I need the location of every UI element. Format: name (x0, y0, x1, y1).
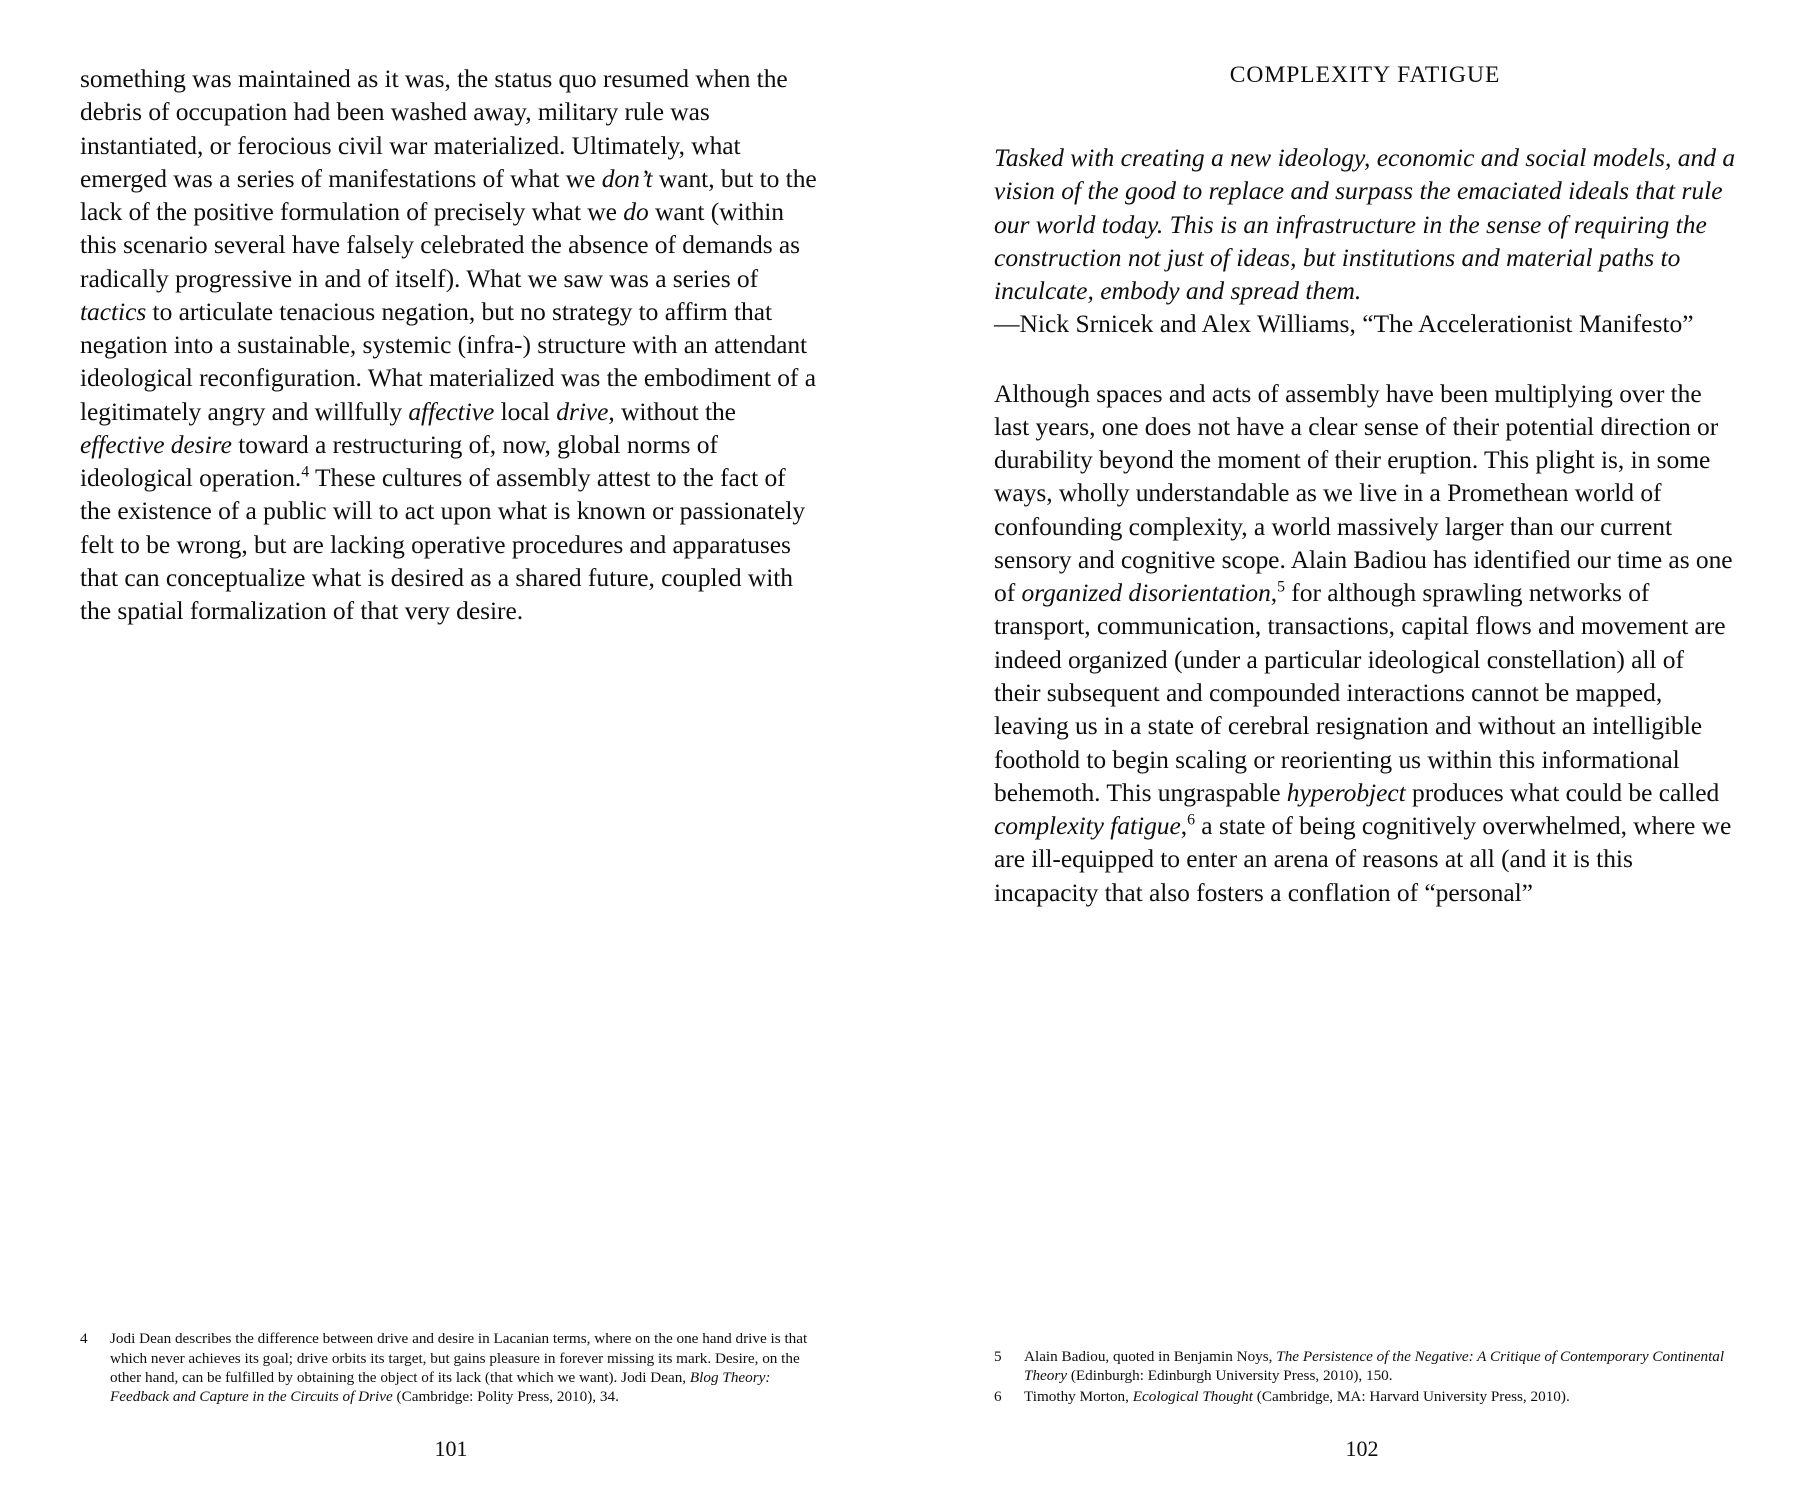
page-right (908, 0, 1816, 1500)
page-number-right: 102 (1345, 1436, 1379, 1461)
footnote (994, 1387, 1736, 1406)
epigraph-text: Tasked with creating a new ideology, economic and social models, and a vision of the good to replace and surpass the emaciated ideals that rule our world today. This is an infrastructure in the sense of requiring the construction not just of ideas, but institutions and material paths to inculcate, embody and spread them. (994, 143, 1736, 306)
epigraph-attribution: —Nick Srnicek and Alex Williams, “The Accelerationist Manifesto” (994, 309, 1694, 339)
footnote-text: Timothy Morton, Ecological Thought (Cambridge, MA: Harvard University Press, 2010). (1024, 1387, 1570, 1405)
footnote-number: 5 (994, 1347, 1002, 1365)
footnotes-right (994, 1347, 1736, 1408)
body-paragraph: Although spaces and acts of assembly have been multiplying over the last years, one does not have a clear sense of their potential direction or durability beyond the moment of their eruption. This plight is, in some ways, wholly understandable as we live in a Promethean world of confounding complexity, a world massively larger than our current sensory and cognitive scope. Alain Badiou has identified our time as one of organized disorientation,$^5$ for although sprawling networks of transport, communication, transactions, capital flows and movement are indeed organized (under a particular ideological constellation) all of their subsequent and compounded interactions cannot be mapped, leaving us in a state of cerebral resignation and without an intelligible foothold to begin scaling or reorienting us within this informational behemoth. This ungraspable hyperobject produces what could be called complexity fatigue,$^6$ a state of being cognitively overwhelmed, where we are ill-equipped to enter an arena of reasons at all (and it is this incapacity that also fosters a conflation of “personal” (994, 378, 1733, 907)
footnote-text: Jodi Dean describes the difference between drive and desire in Lacanian terms, where on the one hand drive is that which never achieves its goal; drive orbits its target, but gains pleasure in forever missing its mark. Desire, on the other hand, can be fulfilled by obtaining the object of its lack (that which we want). Jodi Dean, Blog Theory: Feedback and Capture in the Circuits of Drive (Cambridge: Polity Press, 2010), 34. (110, 1330, 808, 1405)
body-paragraph: something was maintained as it was, the status quo resumed when the debris of occupation had been washed away, military rule was instantiated, or ferocious civil war materialized. Ultimately, what emerged was a series of manifestations of what we don’t want, but to the lack of the positive formulation of precisely what we do want (within this scenario several have falsely celebrated the absence of demands as radically progressive in and of itself). What we saw was a series of tactics to articulate tenacious negation, but no strategy to affirm that negation into a sustainable, systemic (infra-) structure with an attendant ideological reconfiguration. What materialized was the embodiment of a legitimately angry and willfully affective local drive, without the effective desire toward a restructuring of, now, global norms of ideological operation.$^4$ These cultures of assembly attest to the fact of the existence of a public will to act upon what is known or passionately felt to be wrong, but are lacking operative procedures and apparatuses that can conceptualize what is desired as a shared future, coupled with the spatial formalization of that very desire. (80, 64, 817, 626)
paragraph-spacer (994, 341, 1736, 377)
running-head: COMPLEXITY FATIGUE (1229, 62, 1501, 88)
footnote-text: Alain Badiou, quoted in Benjamin Noys, The Persistence of the Negative: A Critique of Contemporary Continental Theory (Edinburgh: Edinburgh University Press, 2010), 150. (1024, 1347, 1725, 1384)
footnote (994, 1347, 1736, 1385)
footnotes-left (80, 1329, 822, 1408)
footnote (80, 1329, 822, 1406)
footnote-number: 4 (80, 1330, 88, 1348)
footnote-number: 6 (994, 1387, 1002, 1405)
page-number-left: 101 (434, 1436, 468, 1461)
